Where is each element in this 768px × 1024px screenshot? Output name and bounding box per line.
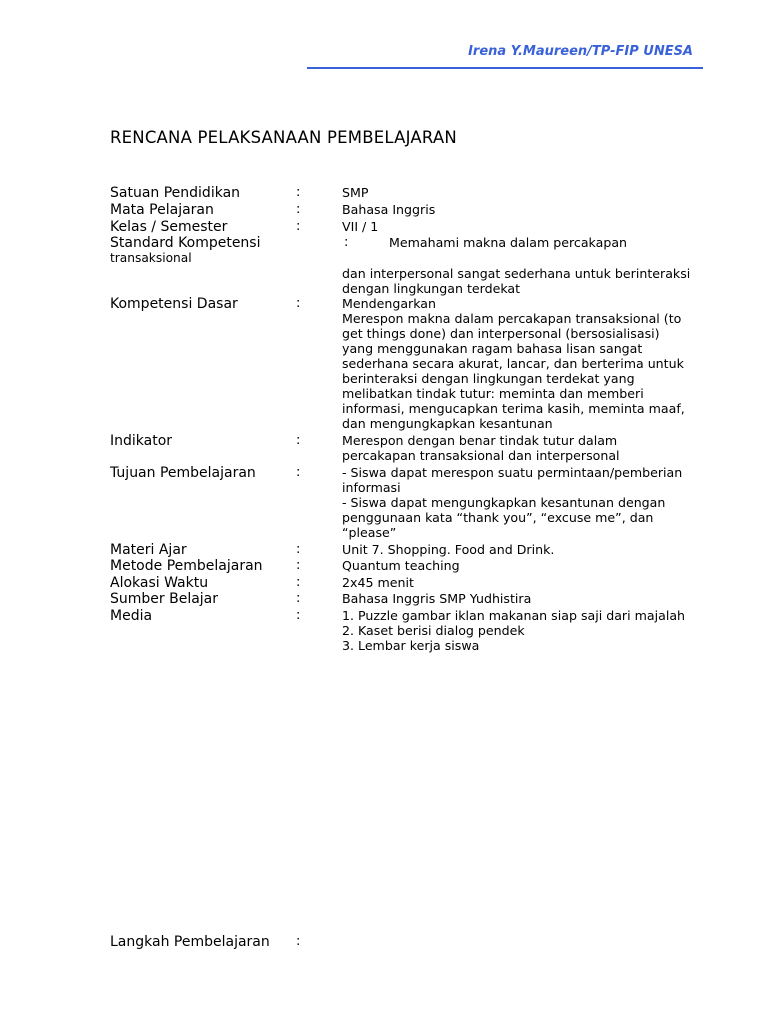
field-separator: : [344, 235, 349, 250]
field-label: Alokasi Waktu [110, 575, 209, 591]
value-line: berinteraksi dengan lingkungan terdekat yang [342, 371, 635, 386]
value-line: penggunaan kata “thank you”, “excuse me”, dan [342, 510, 654, 525]
value-line: Merespon dengan benar tindak tutur dalam [342, 433, 618, 448]
value-line: Merespon makna dalam percakapan transaksional (to [342, 311, 682, 326]
field-separator: : [296, 608, 301, 623]
document-title: RENCANA PELAKSANAAN PEMBELAJARAN [110, 128, 457, 147]
field-value: 2x45 menit [342, 575, 414, 590]
field-label: Materi Ajar [110, 542, 187, 558]
field-separator: : [296, 202, 301, 217]
value-line: informasi [342, 480, 401, 495]
field-label-continuation: transaksional [110, 251, 192, 265]
field-label: Kelas / Semester [110, 219, 228, 235]
field-value: Unit 7. Shopping. Food and Drink. [342, 542, 555, 557]
value-line: get things done) dan interpersonal (bersosialisasi) [342, 326, 660, 341]
field-separator: : [296, 934, 301, 949]
value-line: yang menggunakan ragam bahasa lisan sangat [342, 341, 643, 356]
field-separator: : [296, 219, 301, 234]
field-value: Bahasa Inggris SMP Yudhistira [342, 591, 532, 606]
value-line: - Siswa dapat merespon suatu permintaan/pemberian [342, 465, 683, 480]
field-value [342, 266, 690, 296]
field-label: Mata Pelajaran [110, 202, 214, 218]
value-line: sederhana secara akurat, lancar, dan berterima untuk [342, 356, 684, 371]
value-line: dan mengungkapkan kesantunan [342, 416, 553, 431]
field-separator: : [296, 433, 301, 448]
field-separator: : [296, 542, 301, 557]
value-line: 3. Lembar kerja siswa [342, 638, 480, 653]
value-line: Mendengarkan [342, 296, 436, 311]
field-value-first: Memahami makna dalam percakapan [389, 235, 628, 250]
field-label: Metode Pembelajaran [110, 558, 263, 574]
value-line: 1. Puzzle gambar iklan makanan siap saji dari majalah [342, 608, 686, 623]
field-label: Standard Kompetensi [110, 235, 261, 251]
value-line: informasi, mengucapkan terima kasih, meminta maaf, [342, 401, 685, 416]
field-separator: : [296, 465, 301, 480]
field-value [342, 296, 685, 431]
field-label: Satuan Pendidikan [110, 185, 241, 201]
header-author: Irena Y.Maureen/TP-FIP UNESA [468, 44, 693, 59]
value-line: “please” [342, 525, 397, 540]
value-line: - Siswa dapat mengungkapkan kesantunan dengan [342, 495, 666, 510]
field-value: Bahasa Inggris [342, 202, 436, 217]
field-label: Kompetensi Dasar [110, 296, 238, 312]
value-line: 2. Kaset berisi dialog pendek [342, 623, 525, 638]
value-line: percakapan transaksional dan interpersonal [342, 448, 620, 463]
field-value: SMP [342, 185, 369, 200]
field-separator: : [296, 558, 301, 573]
header-rule [307, 67, 703, 69]
field-separator: : [296, 185, 301, 200]
field-separator: : [296, 591, 301, 606]
value-line: dan interpersonal sangat sederhana untuk berinteraksi [342, 266, 691, 281]
field-separator: : [296, 296, 301, 311]
field-label: Media [110, 608, 153, 624]
field-value: Quantum teaching [342, 558, 460, 573]
field-label: Sumber Belajar [110, 591, 219, 607]
field-label: Tujuan Pembelajaran [110, 465, 256, 481]
field-value [342, 465, 682, 540]
field-value: VII / 1 [342, 219, 379, 234]
field-value [342, 608, 685, 653]
value-line: dengan lingkungan terdekat [342, 281, 521, 296]
field-value [342, 433, 620, 463]
value-line: melibatkan tindak tutur: meminta dan memberi [342, 386, 644, 401]
field-separator: : [296, 575, 301, 590]
field-label: Langkah Pembelajaran [110, 934, 270, 950]
field-label: Indikator [110, 433, 173, 449]
